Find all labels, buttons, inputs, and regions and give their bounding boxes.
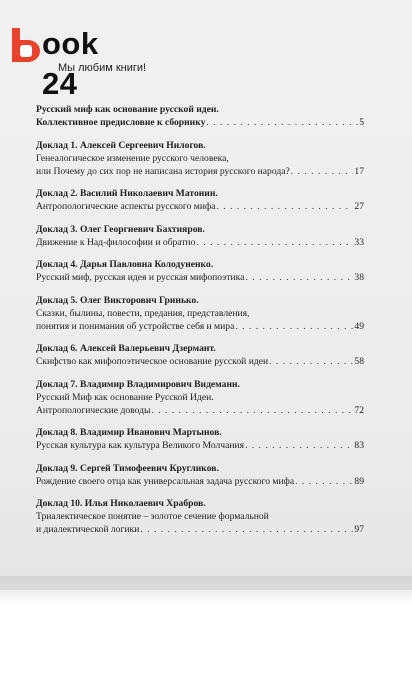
leader-dots bbox=[245, 271, 353, 284]
leader-dots bbox=[206, 116, 358, 129]
book-b-logo-icon bbox=[12, 28, 40, 62]
toc-entry-heading: Доклад 2. Василий Николаевич Матонин. bbox=[36, 188, 218, 199]
toc-page-number: 49 bbox=[354, 320, 364, 332]
toc-preface-line bbox=[36, 116, 364, 129]
toc-entry bbox=[36, 462, 364, 488]
toc-page-number: 17 bbox=[354, 165, 364, 177]
toc-entry-title: или Почему до сих пор не написана история русского народа? bbox=[36, 165, 290, 177]
toc-entry bbox=[36, 378, 364, 417]
leader-dots bbox=[269, 355, 353, 368]
toc-entry-line bbox=[36, 391, 364, 404]
toc-entry bbox=[36, 342, 364, 368]
toc-entry-title: понятия и понимания об устройстве себя и мира bbox=[36, 320, 235, 332]
table-of-contents bbox=[36, 103, 364, 546]
toc-entry-heading: Доклад 8. Владимир Иванович Мартынов. bbox=[36, 427, 222, 438]
toc-entry-heading: Доклад 1. Алексей Сергеевич Нилогов. bbox=[36, 139, 206, 151]
toc-entry-heading: Доклад 7. Владимир Владимирович Видеманн. bbox=[36, 378, 240, 390]
toc-preface-title: Русский миф как основание русской идеи. bbox=[36, 104, 219, 115]
toc-preface bbox=[36, 103, 364, 129]
toc-entry-line bbox=[36, 271, 364, 284]
logo-slogan: Мы любим книги! bbox=[58, 62, 147, 74]
leader-dots bbox=[216, 200, 353, 213]
toc-entry-line bbox=[36, 307, 364, 320]
toc-page-number: 58 bbox=[354, 356, 364, 367]
toc-entry-heading: Доклад 4. Дарья Павловна Колодуненко. bbox=[36, 259, 214, 270]
toc-entry-line bbox=[36, 320, 364, 333]
toc-preface-subtitle: Коллективное предисловие к сборнику bbox=[36, 117, 206, 128]
toc-entry-line bbox=[36, 523, 364, 536]
leader-dots bbox=[295, 475, 353, 488]
toc-page-number: 5 bbox=[359, 117, 364, 128]
toc-entry-title: Антропологические аспекты русского мифа bbox=[36, 201, 216, 212]
leader-dots bbox=[196, 236, 353, 249]
toc-entry-title: Антропологические доводы bbox=[36, 404, 151, 416]
toc-entry-heading: Доклад 9. Сергей Тимофеевич Кругликов. bbox=[36, 462, 219, 474]
toc-entry bbox=[36, 187, 364, 213]
toc-entry bbox=[36, 258, 364, 284]
toc-page-number: 38 bbox=[354, 272, 364, 283]
page-bottom-shadow bbox=[0, 576, 412, 606]
toc-entry-heading: Доклад 3. Олег Георгиевич Бахтияров. bbox=[36, 223, 205, 235]
toc-entry-title: Русская культура как культура Великого Молчания bbox=[36, 440, 245, 451]
toc-entry-heading: Доклад 10. Илья Николаевич Храбров. bbox=[36, 498, 206, 509]
toc-entry bbox=[36, 497, 364, 536]
toc-entry-line bbox=[36, 510, 364, 523]
toc-entry bbox=[36, 223, 364, 249]
toc-page-number: 33 bbox=[354, 236, 364, 248]
toc-entry-line bbox=[36, 475, 364, 488]
toc-entry-title: Триалектическое понятие – золотое сечение формальной bbox=[36, 511, 269, 522]
book24-logo bbox=[12, 24, 147, 101]
toc-entry-title: Рождение своего отца как универсальная задача русского мифа bbox=[36, 475, 295, 487]
toc-page-number: 72 bbox=[354, 404, 364, 416]
toc-entry-line bbox=[36, 404, 364, 417]
logo-wordmark: ook 24 bbox=[42, 26, 99, 101]
toc-entry bbox=[36, 294, 364, 333]
toc-entry-line bbox=[36, 439, 364, 452]
toc-page-number: 97 bbox=[354, 524, 364, 535]
toc-entry-title: Скифство как мифопоэтическое основание русской идеи bbox=[36, 356, 269, 367]
toc-entry-line bbox=[36, 200, 364, 213]
toc-entry-title: Генеалогическое изменение русского человека, bbox=[36, 152, 229, 164]
leader-dots bbox=[245, 439, 353, 452]
toc-entry bbox=[36, 426, 364, 452]
toc-page-number: 89 bbox=[354, 475, 364, 487]
toc-entry-line bbox=[36, 165, 364, 178]
leader-dots bbox=[291, 165, 354, 178]
toc-entry-title: Русский Миф как основание Русской Идеи. bbox=[36, 391, 214, 403]
leader-dots bbox=[140, 523, 353, 536]
toc-entry-heading: Доклад 5. Олег Викторович Гринько. bbox=[36, 294, 199, 306]
toc-entry-heading: Доклад 6. Алексей Валерьевич Дзермант. bbox=[36, 343, 216, 354]
leader-dots bbox=[235, 320, 353, 333]
toc-entry-line bbox=[36, 236, 364, 249]
toc-entry-title: Движение к Над-философии и обратно bbox=[36, 236, 196, 248]
toc-entry-title: Русский миф, русская идея и русская мифопоэтика bbox=[36, 272, 245, 283]
toc-entry-line bbox=[36, 355, 364, 368]
toc-entry-title: и диалектической логики bbox=[36, 524, 140, 535]
toc-page-number: 83 bbox=[354, 440, 364, 451]
toc-entry-line bbox=[36, 152, 364, 165]
toc-page-number: 27 bbox=[354, 201, 364, 212]
toc-entry bbox=[36, 139, 364, 178]
toc-entry-title: Сказки, былины, повести, предания, представления, bbox=[36, 307, 250, 319]
leader-dots bbox=[151, 404, 353, 417]
